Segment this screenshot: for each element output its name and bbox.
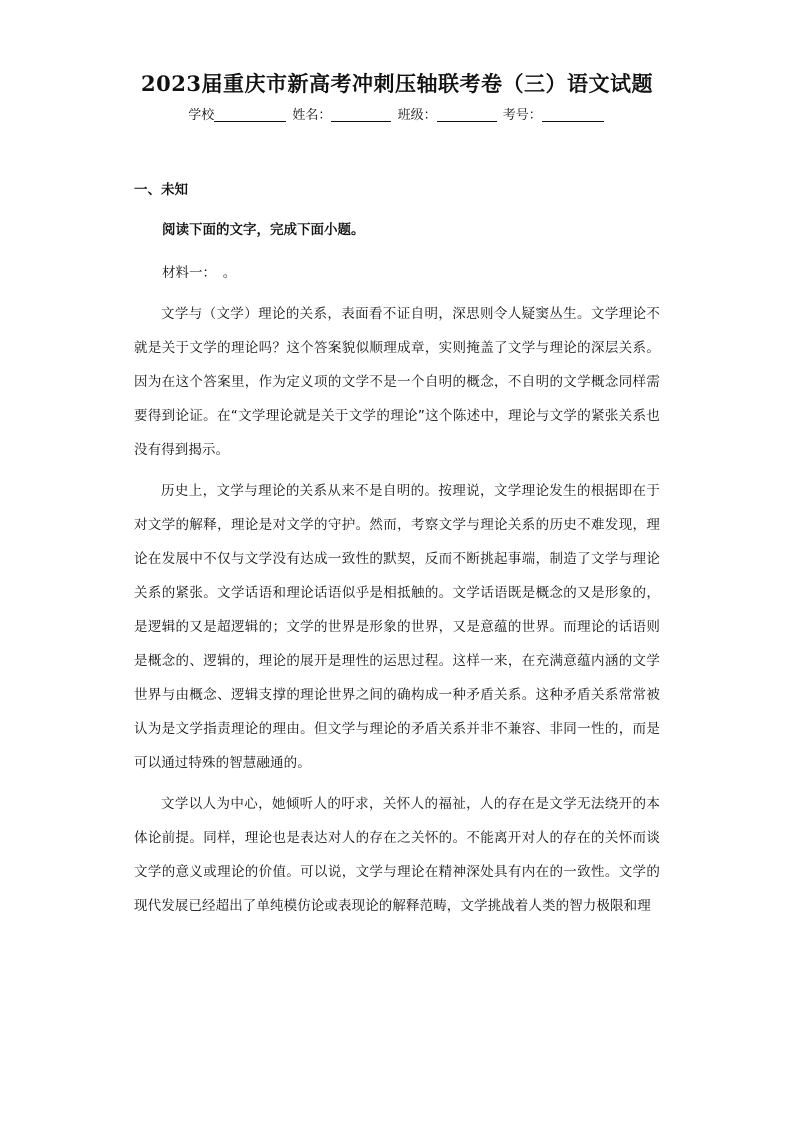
name-blank [331,107,391,122]
passage-paragraph: 文学与（文学）理论的关系，表面看不证自明，深思则令人疑窦丛生。文学理论不就是关于文学的理论吗？这个答案貌似顺理成章，实则掩盖了文学与理论的深层关系。因为在这个答案里，作为定义项的文学不是一个自明的概念，不自明的文学概念同样需要得到论证。在“文学理论就是关于文学的理论”这个陈述中，理论与文学的紧张关系也没有得到揭示。 [134,306,660,458]
school-blank [214,107,286,122]
reading-instruction: 阅读下面的文字，完成下面小题。 [162,222,365,238]
class-label: 班级： [397,108,437,123]
exam-number-label: 考号： [502,108,542,123]
passage-body [134,297,660,930]
school-label: 学校 [188,108,215,123]
material-label: 材料一： 。 [162,265,237,281]
passage-paragraph: 文学以人为中心，她倾听人的吁求，关怀人的福祉，人的存在是文学无法绕开的本体论前提。同样，理论也是表达对人的存在之关怀的。不能离开对人的存在的关怀而谈文学的意义或理论的价值。可以说，文学与理论在精神深处具有内在的一致性。文学的现代发展已经超出了单纯模仿论或表现论的解释范畴，文学挑战着人类的智力极限和理 [134,796,660,914]
exam-number-blank [542,107,604,122]
name-label: 姓名： [292,108,332,123]
student-info-line [0,104,794,123]
passage-paragraph: 历史上，文学与理论的关系从来不是自明的。按理说，文学理论发生的根据即在于对文学的解释，理论是对文学的守护。然而，考察文学与理论关系的历史不难发现，理论在发展中不仅与文学没有达成一致性的默契，反而不断挑起事端，制造了文学与理论关系的紧张。文学话语和理论话语似乎是相抵触的。文学话语既是概念的又是形象的，是逻辑的又是超逻辑的；文学的世界是形象的世界，又是意蕴的世界。而理论的话语则是概念的、逻辑的，理论的展开是理性的运思过程。这样一来，在充满意蕴内涵的文学世界与由概念、逻辑支撑的理论世界之间的确构成一种矛盾关系。这种矛盾关系常常被认为是文学指责理论的理由。但文学与理论的矛盾关系并非不兼容、非同一性的，而是可以通过特殊的智慧融通的。 [134,483,660,771]
page-title: 2023届重庆市新高考冲刺压轴联考卷（三）语文试题 [141,71,653,96]
class-blank [437,107,497,122]
section-heading: 一、未知 [134,182,188,198]
